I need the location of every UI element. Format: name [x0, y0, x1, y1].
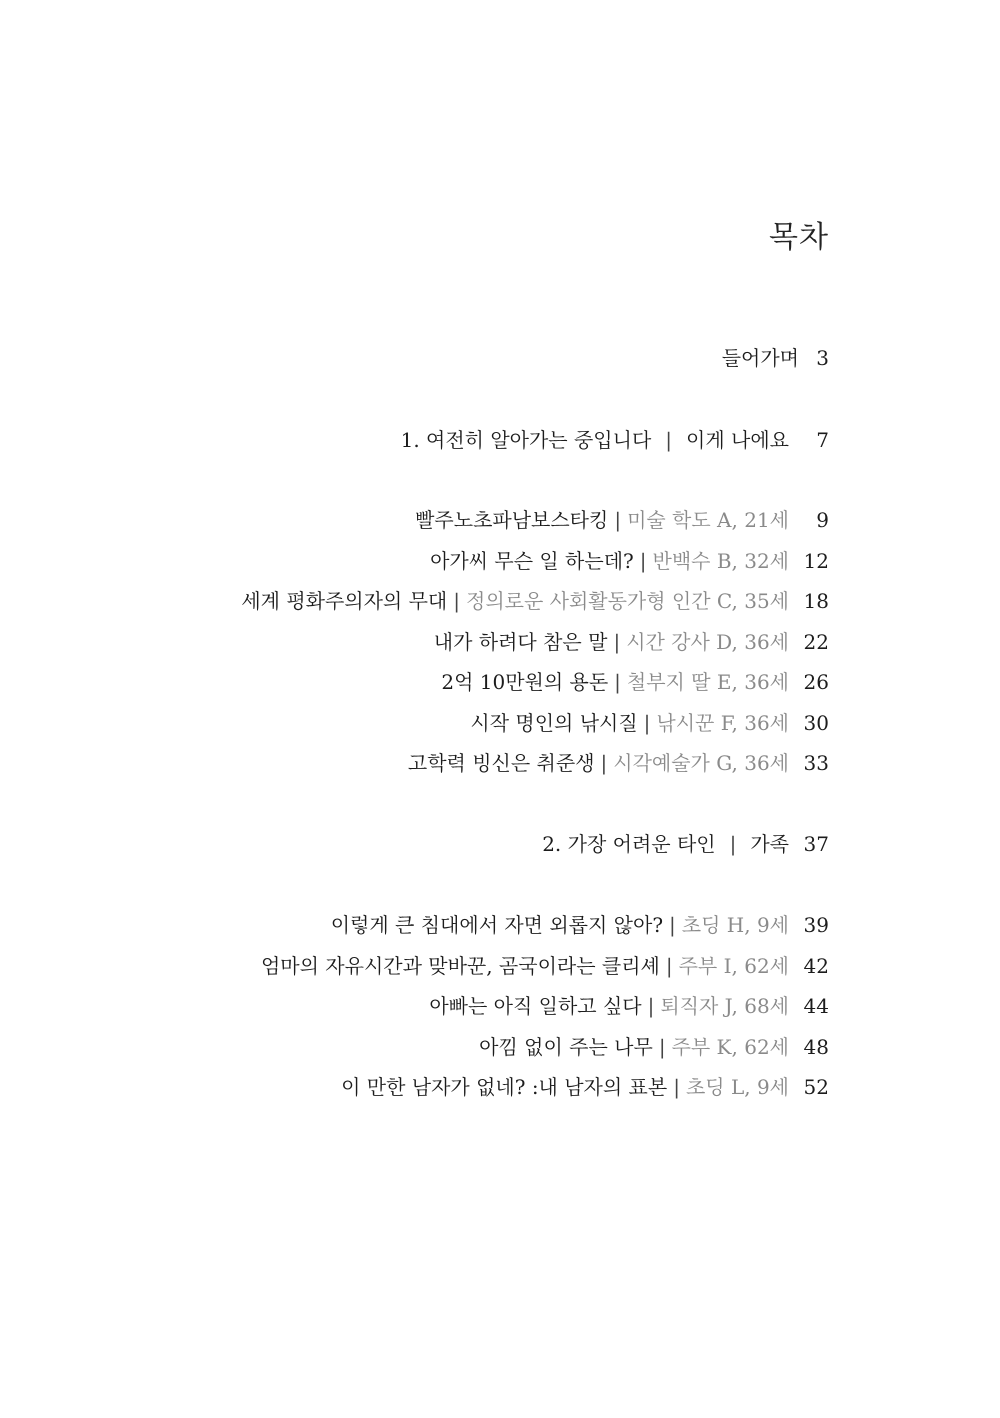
section-title: 1. 여전히 알아가는 중입니다: [400, 428, 652, 452]
entry-author: 초딩 L, 9세: [685, 1075, 789, 1099]
entry-title: 이 만한 남자가 없네? :내 남자의 표본: [341, 1075, 668, 1099]
entry-page-number: 26: [803, 670, 829, 694]
entry-separator: |: [643, 711, 651, 735]
entry-separator: |: [600, 751, 608, 775]
toc-entry[interactable]: [479, 1031, 829, 1060]
entry-separator: |: [453, 589, 460, 613]
section-separator: |: [665, 428, 673, 452]
entry-author: 미술 학도 A, 21세: [627, 508, 789, 532]
entry-author: 주부 I, 62세: [678, 954, 789, 978]
entry-title: 엄마의 자유시간과 맞바꾼, 곰국이라는 클리셰: [260, 954, 660, 978]
entry-page-number: 39: [803, 913, 829, 937]
entry-author: 낚시꾼 F, 36세: [656, 711, 789, 735]
toc-section-1[interactable]: [401, 424, 829, 453]
toc-entry[interactable]: [331, 909, 829, 938]
entry-title: 빨주노초파남보스타킹: [415, 508, 609, 532]
entry-page-number: 12: [803, 549, 829, 573]
entry-separator: |: [639, 549, 647, 573]
entry-page-number: 9: [816, 508, 829, 532]
entry-separator: |: [613, 630, 621, 654]
toc-entry[interactable]: [341, 1071, 829, 1100]
toc-entry[interactable]: [434, 626, 829, 655]
entry-page-number: 42: [803, 954, 829, 978]
section-subtitle: 이게 나에요: [686, 428, 789, 452]
entry-title: 아가씨 무슨 일 하는데?: [430, 549, 634, 573]
entry-page-number: 30: [803, 711, 829, 735]
toc-entry-intro[interactable]: [722, 342, 829, 371]
entry-title: 내가 하려다 참은 말: [433, 630, 608, 654]
entry-author: 정의로운 사회활동가형 인간 C, 35세: [466, 589, 789, 613]
entry-page-number: 22: [803, 630, 829, 654]
entry-page-number: 18: [803, 589, 829, 613]
entry-separator: |: [614, 508, 622, 532]
entry-title: 세계 평화주의자의 무대: [241, 589, 448, 613]
entry-separator: |: [673, 1075, 680, 1099]
entry-title: 이렇게 큰 침대에서 자면 외롭지 않아?: [330, 913, 664, 937]
entry-author: 주부 K, 62세: [671, 1035, 789, 1059]
section-title: 2. 가장 어려운 타인: [542, 832, 716, 856]
entry-title: 고학력 빙신은 취준생: [407, 751, 595, 775]
entry-separator: |: [647, 994, 655, 1018]
entry-author: 철부지 딸 E, 36세: [626, 670, 789, 694]
toc-entry[interactable]: [241, 585, 829, 614]
entry-separator: |: [665, 954, 673, 978]
entry-separator: |: [614, 670, 621, 694]
toc-section-2[interactable]: [542, 828, 829, 857]
entry-separator: |: [658, 1035, 666, 1059]
section-subtitle: 가족: [750, 832, 789, 856]
section-page-number: 7: [816, 428, 829, 452]
entry-page-number: 3: [816, 346, 829, 370]
entry-page-number: 33: [803, 751, 829, 775]
section-page-number: 37: [803, 832, 829, 856]
section-separator: |: [729, 832, 737, 856]
entry-author: 퇴직자 J, 68세: [660, 994, 789, 1018]
entry-separator: |: [669, 913, 676, 937]
entry-author: 초딩 H, 9세: [681, 913, 789, 937]
entry-title: 들어가며: [721, 346, 799, 370]
entry-page-number: 48: [803, 1035, 829, 1059]
toc-entry[interactable]: [429, 990, 829, 1019]
entry-author: 시간 강사 D, 36세: [626, 630, 789, 654]
entry-page-number: 44: [803, 994, 829, 1018]
toc-entry[interactable]: [441, 666, 829, 695]
entry-page-number: 52: [803, 1075, 829, 1099]
entry-title: 아빠는 아직 일하고 싶다: [429, 994, 642, 1018]
toc-entry[interactable]: [261, 950, 829, 979]
toc-entry[interactable]: [430, 545, 829, 574]
entry-author: 반백수 B, 32세: [652, 549, 789, 573]
entry-author: 시각예술가 G, 36세: [613, 751, 789, 775]
entry-title: 2억 10만원의 용돈: [441, 670, 609, 694]
entry-title: 아낌 없이 주는 나무: [479, 1035, 653, 1059]
toc-entry[interactable]: [470, 707, 829, 736]
toc-title: 목차: [769, 220, 829, 255]
entry-title: 시작 명인의 낚시질: [470, 711, 638, 735]
toc-entry[interactable]: [408, 747, 829, 776]
toc-entry[interactable]: [415, 504, 829, 533]
